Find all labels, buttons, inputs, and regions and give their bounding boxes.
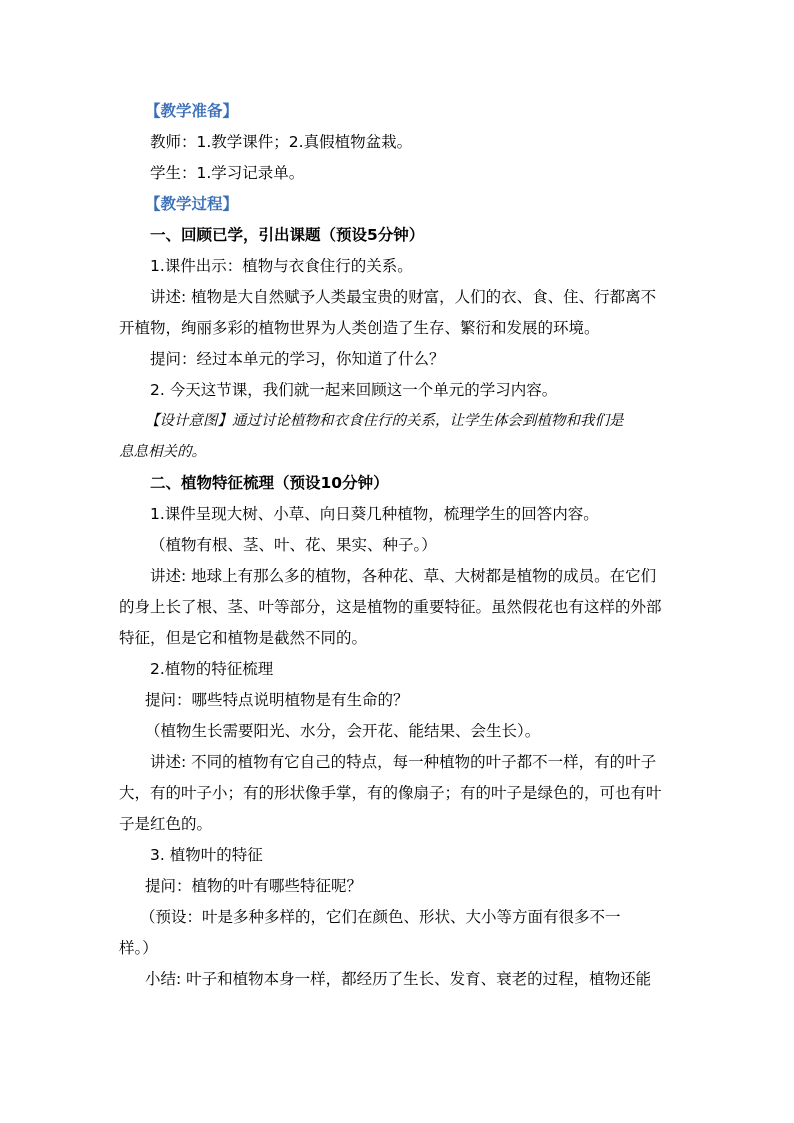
section-2-answer-2: （植物生长需要阳光、水分，会开花、能结果、会生长）。 <box>145 722 541 740</box>
design-intent-line-2: 息息相关的。 <box>119 444 206 460</box>
document-body <box>119 96 679 995</box>
section-2-answer-1: （植物有根、茎、叶、花、果实、种子。） <box>150 536 437 554</box>
prep-teacher-line: 教师：1.教学课件；2.真假植物盆栽。 <box>150 133 413 151</box>
section-2-explain2-line-3: 子是红色的。 <box>119 815 213 833</box>
section-1-item-2: 2. 今天这节课，我们就一起来回顾这一个单元的学习内容。 <box>150 381 558 399</box>
section-1-item-1: 1.课件出示：植物与衣食住行的关系。 <box>150 257 413 275</box>
section-2-answer-3-line-2: 样。） <box>119 939 158 957</box>
section-2-explain-line-3: 特征，但是它和植物是截然不同的。 <box>119 629 368 647</box>
section-2-title: 二、植物特征梳理（预设10分钟） <box>150 474 389 492</box>
section-2-question-3: 提问：植物的叶有哪些特征呢？ <box>145 877 363 895</box>
section-2-item-1: 1.课件呈现大树、小草、向日葵几种植物，梳理学生的回答内容。 <box>150 505 599 523</box>
section-2-explain2-line-2: 大，有的叶子小；有的形状像手掌，有的像扇子；有的叶子是绿色的，可也有叶 <box>119 784 662 802</box>
section-1-question: 提问：经过本单元的学习，你知道了什么？ <box>150 350 445 368</box>
section-2-answer-3-line-1: （预设：叶是多种多样的，它们在颜色、形状、大小等方面有很多不一 <box>140 908 621 926</box>
section-1-explain-line-2: 开植物，绚丽多彩的植物世界为人类创造了生存、繁衍和发展的环境。 <box>119 319 600 337</box>
section-2-summary: 小结: 叶子和植物本身一样，都经历了生长、发育、衰老的过程，植物还能 <box>145 970 652 988</box>
prep-student-line: 学生：1.学习记录单。 <box>150 164 305 182</box>
section-2-item-2: 2.植物的特征梳理 <box>150 660 274 678</box>
heading-teaching-process: 【教学过程】 <box>145 195 239 213</box>
section-1-title: 一、回顾已学，引出课题（预设5分钟） <box>150 226 425 244</box>
section-2-item-3: 3. 植物叶的特征 <box>150 846 263 864</box>
section-2-explain2-line-1: 讲述: 不同的植物有它自己的特点，每一种植物的叶子都不一样，有的叶子 <box>150 753 657 771</box>
section-2-explain-line-1: 讲述: 地球上有那么多的植物，各种花、草、大树都是植物的成员。在它们 <box>150 567 657 585</box>
section-2-question-2: 提问：哪些特点说明植物是有生命的？ <box>145 691 409 709</box>
design-intent-line-1: 【设计意图】通过讨论植物和衣食住行的关系，让学生体会到植物和我们是 <box>145 413 624 429</box>
section-1-explain-line-1: 讲述: 植物是大自然赋予人类最宝贵的财富，人们的衣、食、住、行都离不 <box>150 288 657 306</box>
heading-teaching-preparation: 【教学准备】 <box>145 102 239 120</box>
section-2-explain-line-2: 的身上长了根、茎、叶等部分，这是植物的重要特征。虽然假花也有这样的外部 <box>119 598 662 616</box>
